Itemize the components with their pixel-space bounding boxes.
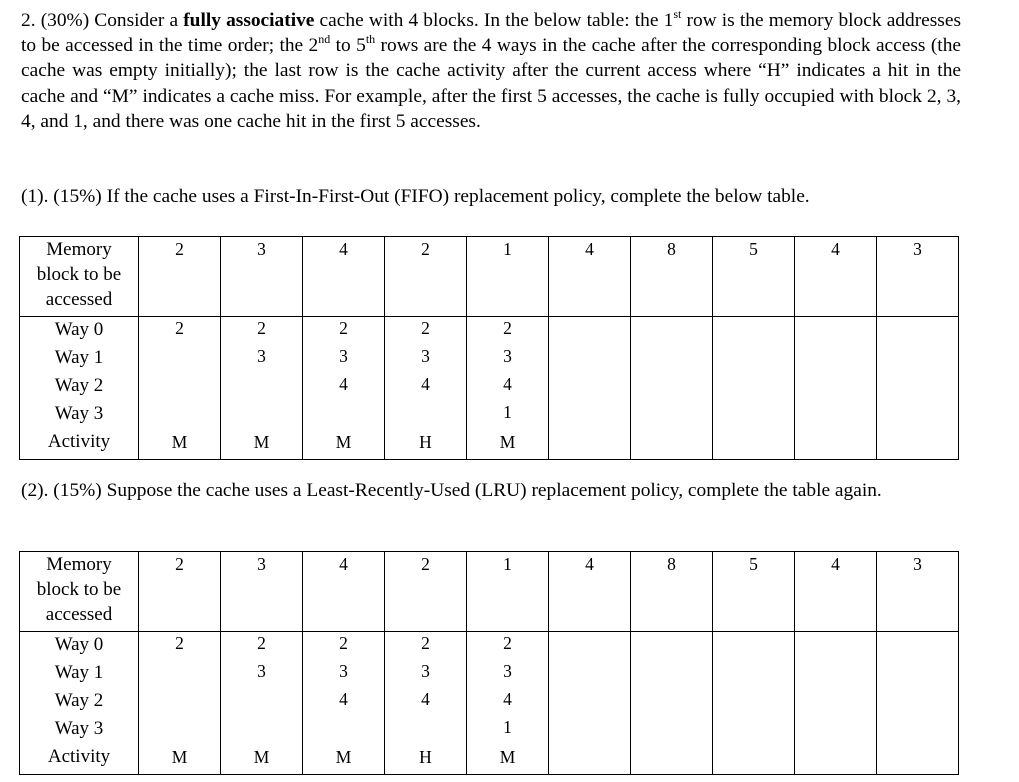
way1-cell — [549, 660, 631, 688]
way2-cell — [549, 373, 631, 401]
access-cell: 5 — [713, 552, 795, 632]
activity-row — [20, 744, 959, 775]
way3-cell — [549, 716, 631, 744]
way1-cell: 3 — [385, 345, 467, 373]
way0-cell — [713, 317, 795, 346]
way1-cell: 3 — [303, 345, 385, 373]
way0-cell — [877, 632, 959, 661]
way2-cell — [139, 373, 221, 401]
activity-cell — [713, 744, 795, 775]
way1-cell: 3 — [467, 345, 549, 373]
way2-cell: 4 — [385, 373, 467, 401]
way1-cell: 3 — [467, 660, 549, 688]
activity-cell: M — [221, 744, 303, 775]
activity-cell: M — [221, 429, 303, 460]
access-cell: 2 — [139, 552, 221, 632]
activity-cell: M — [467, 429, 549, 460]
activity-label: Activity — [20, 744, 139, 775]
way0-cell — [549, 317, 631, 346]
way3-cell — [221, 401, 303, 429]
way2-cell: 4 — [303, 688, 385, 716]
way2-cell — [221, 688, 303, 716]
way3-cell — [385, 401, 467, 429]
way0-cell: 2 — [221, 632, 303, 661]
way0-cell — [713, 632, 795, 661]
way1-cell: 3 — [303, 660, 385, 688]
way3-cell — [303, 401, 385, 429]
way1-cell — [549, 345, 631, 373]
way1-cell — [631, 345, 713, 373]
way3-cell — [549, 401, 631, 429]
way3-cell — [713, 401, 795, 429]
access-cell: 5 — [713, 237, 795, 317]
way3-cell — [631, 716, 713, 744]
way-0-label: Way 0 — [20, 632, 139, 661]
lru-table — [19, 551, 959, 775]
way0-cell — [549, 632, 631, 661]
way0-cell: 2 — [303, 632, 385, 661]
activity-cell — [877, 429, 959, 460]
way1-cell — [877, 345, 959, 373]
way-3-row — [20, 716, 959, 744]
way-0-label: Way 0 — [20, 317, 139, 346]
way1-cell: 3 — [385, 660, 467, 688]
way0-cell — [631, 317, 713, 346]
way0-cell: 2 — [467, 317, 549, 346]
activity-cell: M — [303, 744, 385, 775]
access-cell: 3 — [221, 552, 303, 632]
way2-cell — [713, 688, 795, 716]
way0-cell: 2 — [221, 317, 303, 346]
way-3-row — [20, 401, 959, 429]
activity-cell — [877, 744, 959, 775]
activity-cell — [549, 429, 631, 460]
way-3-label: Way 3 — [20, 716, 139, 744]
activity-cell — [795, 429, 877, 460]
way3-cell — [139, 716, 221, 744]
way3-cell — [221, 716, 303, 744]
way1-cell: 3 — [221, 345, 303, 373]
way3-cell — [795, 401, 877, 429]
activity-cell: M — [467, 744, 549, 775]
way0-cell — [795, 632, 877, 661]
way1-cell — [631, 660, 713, 688]
problem-intro: 2. (30%) Consider a fully associative cache with 4 blocks. In the below table: the 1st row is the memory block addresses to be accessed in the time order; the 2nd to 5th rows are the 4 ways in the cache after the corresponding block access (the cache was empty initially); the last row is the cache activity after the current access where “H” indicates a hit in the cache and “M” indicates a cache miss. For example, after the first 5 accesses, the cache is fully occupied with block 2, 3, 4, and 1, and there was one cache hit in the first 5 accesses. — [21, 6, 962, 132]
access-cell: 8 — [631, 237, 713, 317]
way2-cell: 4 — [467, 373, 549, 401]
activity-cell: M — [139, 744, 221, 775]
activity-cell: H — [385, 744, 467, 775]
way3-cell — [139, 401, 221, 429]
way2-cell — [795, 688, 877, 716]
way2-cell — [877, 688, 959, 716]
way2-cell: 4 — [467, 688, 549, 716]
way1-cell — [795, 660, 877, 688]
way-2-row — [20, 688, 959, 716]
access-cell: 2 — [139, 237, 221, 317]
way0-cell — [877, 317, 959, 346]
way1-cell — [139, 660, 221, 688]
way-1-row — [20, 660, 959, 688]
activity-row — [20, 429, 959, 460]
way3-cell — [877, 716, 959, 744]
memory-access-row — [20, 552, 959, 632]
way0-cell: 2 — [139, 317, 221, 346]
activity-cell: M — [139, 429, 221, 460]
way3-cell — [631, 401, 713, 429]
way1-cell: 3 — [221, 660, 303, 688]
way1-cell — [795, 345, 877, 373]
way0-cell: 2 — [139, 632, 221, 661]
activity-cell: H — [385, 429, 467, 460]
way1-cell — [877, 660, 959, 688]
way0-cell: 2 — [385, 632, 467, 661]
way-2-row — [20, 373, 959, 401]
way2-cell — [139, 688, 221, 716]
activity-cell — [795, 744, 877, 775]
access-cell: 4 — [549, 552, 631, 632]
way0-cell — [631, 632, 713, 661]
way2-cell — [221, 373, 303, 401]
access-cell: 4 — [795, 552, 877, 632]
way1-cell — [139, 345, 221, 373]
way0-cell: 2 — [467, 632, 549, 661]
activity-cell — [713, 429, 795, 460]
way3-cell — [385, 716, 467, 744]
activity-cell — [631, 429, 713, 460]
way3-cell — [303, 716, 385, 744]
way-1-row — [20, 345, 959, 373]
way2-cell — [631, 373, 713, 401]
way2-cell — [631, 688, 713, 716]
access-cell: 4 — [795, 237, 877, 317]
access-cell: 1 — [467, 552, 549, 632]
way2-cell: 4 — [303, 373, 385, 401]
way2-cell — [713, 373, 795, 401]
access-cell: 4 — [303, 237, 385, 317]
activity-cell — [549, 744, 631, 775]
access-cell: 2 — [385, 237, 467, 317]
access-cell: 1 — [467, 237, 549, 317]
way-1-label: Way 1 — [20, 660, 139, 688]
bold-term: fully associative — [183, 10, 315, 31]
way2-cell: 4 — [385, 688, 467, 716]
way2-cell — [795, 373, 877, 401]
access-cell: 2 — [385, 552, 467, 632]
access-cell: 4 — [303, 552, 385, 632]
access-cell: 3 — [877, 552, 959, 632]
way3-cell: 1 — [467, 716, 549, 744]
memory-block-label: Memory block to be accessed — [20, 552, 139, 632]
memory-block-label: Memory block to be accessed — [20, 237, 139, 317]
way2-cell — [549, 688, 631, 716]
way0-cell: 2 — [385, 317, 467, 346]
way-0-row — [20, 632, 959, 661]
way-0-row — [20, 317, 959, 346]
way-3-label: Way 3 — [20, 401, 139, 429]
question-fifo: (1). (15%) If the cache uses a First-In-First-Out (FIFO) replacement policy, complete the below table. — [21, 186, 810, 207]
way-2-label: Way 2 — [20, 688, 139, 716]
way0-cell — [795, 317, 877, 346]
fifo-table — [19, 236, 959, 460]
way1-cell — [713, 660, 795, 688]
way2-cell — [877, 373, 959, 401]
way3-cell — [795, 716, 877, 744]
way1-cell — [713, 345, 795, 373]
way3-cell — [877, 401, 959, 429]
access-cell: 3 — [221, 237, 303, 317]
question-lru: (2). (15%) Suppose the cache uses a Least-Recently-Used (LRU) replacement policy, complete the table again. — [21, 480, 882, 501]
access-cell: 8 — [631, 552, 713, 632]
memory-access-row — [20, 237, 959, 317]
way3-cell — [713, 716, 795, 744]
access-cell: 4 — [549, 237, 631, 317]
activity-cell — [631, 744, 713, 775]
way-2-label: Way 2 — [20, 373, 139, 401]
access-cell: 3 — [877, 237, 959, 317]
way-1-label: Way 1 — [20, 345, 139, 373]
way0-cell: 2 — [303, 317, 385, 346]
way3-cell: 1 — [467, 401, 549, 429]
activity-label: Activity — [20, 429, 139, 460]
activity-cell: M — [303, 429, 385, 460]
